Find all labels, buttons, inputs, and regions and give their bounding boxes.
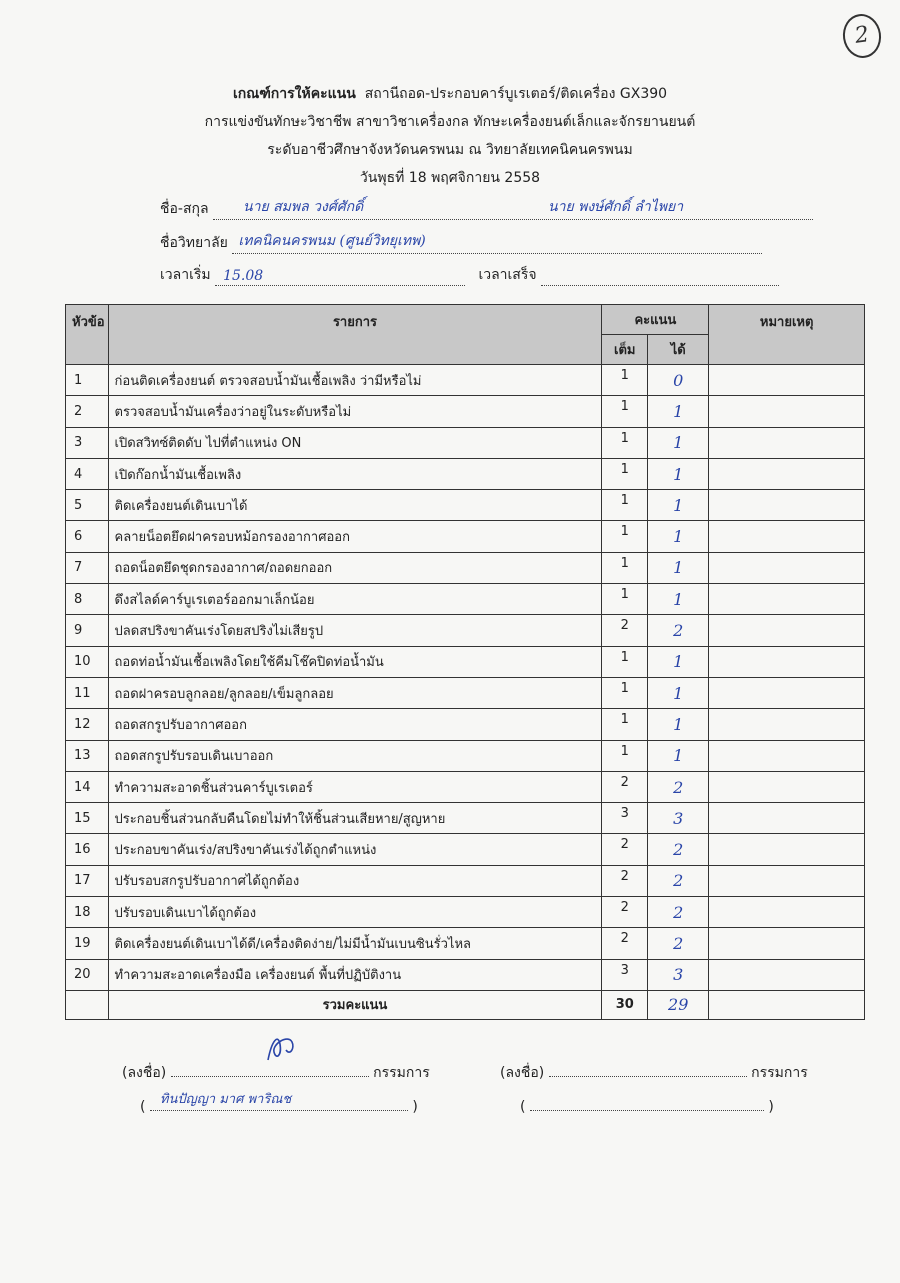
table-row xyxy=(66,897,865,928)
signature-left-name-field[interactable] xyxy=(150,1092,408,1111)
row-item: ถอดสกรูปรับรอบเดินเบาออก xyxy=(108,740,602,771)
row-note[interactable] xyxy=(709,928,865,959)
title-bold: เกณฑ์การให้คะแนน xyxy=(232,86,356,102)
row-full-score: 1 xyxy=(602,740,648,771)
row-note[interactable] xyxy=(709,897,865,928)
row-note[interactable] xyxy=(709,584,865,615)
row-got-score[interactable]: 2 xyxy=(648,834,709,865)
row-got-score[interactable]: 2 xyxy=(648,865,709,896)
time-row xyxy=(160,264,779,286)
row-note[interactable] xyxy=(709,709,865,740)
row-item: ดึงสไลด์คาร์บูเรเตอร์ออกมาเล็กน้อย xyxy=(108,584,602,615)
row-got-score[interactable]: 1 xyxy=(648,552,709,583)
row-full-score: 1 xyxy=(602,552,648,583)
row-item: ปลดสปริงขาคันเร่งโดยสปริงไม่เสียรูป xyxy=(108,615,602,646)
row-note[interactable] xyxy=(709,552,865,583)
row-got-score[interactable]: 3 xyxy=(648,803,709,834)
row-got-score[interactable]: 1 xyxy=(648,490,709,521)
row-note[interactable] xyxy=(709,865,865,896)
table-row xyxy=(66,677,865,708)
row-item: ตรวจสอบน้ำมันเครื่องว่าอยู่ในระดับหรือไม่ xyxy=(108,396,602,427)
table-row xyxy=(66,427,865,458)
row-got-score[interactable]: 2 xyxy=(648,615,709,646)
signature-right-name-field[interactable] xyxy=(530,1096,764,1111)
row-full-score: 3 xyxy=(602,803,648,834)
title-rest: สถานีถอด-ประกอบคาร์บูเรเตอร์/ติดเครื่อง GX390 xyxy=(364,86,668,102)
row-number: 2 xyxy=(66,396,109,427)
total-blank xyxy=(66,990,109,1019)
left-open-paren: ( xyxy=(140,1099,146,1115)
header-item: รายการ xyxy=(108,305,602,365)
table-row xyxy=(66,490,865,521)
row-number: 3 xyxy=(66,427,109,458)
row-full-score: 1 xyxy=(602,709,648,740)
row-note[interactable] xyxy=(709,365,865,396)
left-close-paren: ) xyxy=(412,1099,418,1115)
row-full-score: 1 xyxy=(602,365,648,396)
row-got-score[interactable]: 2 xyxy=(648,897,709,928)
row-full-score: 2 xyxy=(602,897,648,928)
signature-right-field[interactable] xyxy=(549,1062,747,1077)
row-got-score[interactable]: 1 xyxy=(648,740,709,771)
header-full: เต็ม xyxy=(602,335,648,365)
total-got[interactable]: 29 xyxy=(648,990,709,1019)
row-got-score[interactable]: 2 xyxy=(648,771,709,802)
right-open-paren: ( xyxy=(520,1099,526,1115)
table-row xyxy=(66,928,865,959)
document-header xyxy=(0,80,900,192)
row-number: 10 xyxy=(66,646,109,677)
table-row xyxy=(66,521,865,552)
row-number: 12 xyxy=(66,709,109,740)
total-label: รวมคะแนน xyxy=(108,990,602,1019)
title-line xyxy=(0,80,900,108)
signature-right-name-row xyxy=(520,1096,774,1115)
row-number: 19 xyxy=(66,928,109,959)
table-row xyxy=(66,865,865,896)
table-row xyxy=(66,959,865,990)
row-item: ทำความสะอาดชิ้นส่วนคาร์บูเรเตอร์ xyxy=(108,771,602,802)
right-close-paren: ) xyxy=(768,1099,774,1115)
row-got-score[interactable]: 1 xyxy=(648,427,709,458)
row-full-score: 1 xyxy=(602,458,648,489)
row-note[interactable] xyxy=(709,677,865,708)
row-got-score[interactable]: 0 xyxy=(648,365,709,396)
start-field[interactable] xyxy=(215,269,465,286)
end-field[interactable] xyxy=(541,269,779,286)
college-value: เทคนิคนครพนม (ศูนย์วิทยุเทพ) xyxy=(238,233,426,249)
row-note[interactable] xyxy=(709,396,865,427)
signature-left-name: ทินปัญญา มาศ พาริณช xyxy=(159,1092,292,1107)
row-full-score: 1 xyxy=(602,490,648,521)
row-got-score[interactable]: 1 xyxy=(648,709,709,740)
row-full-score: 2 xyxy=(602,834,648,865)
row-note[interactable] xyxy=(709,646,865,677)
table-row xyxy=(66,803,865,834)
row-item: เปิดก๊อกน้ำมันเชื้อเพลิง xyxy=(108,458,602,489)
row-item: ติดเครื่องยนต์เดินเบาได้ xyxy=(108,490,602,521)
table-row xyxy=(66,771,865,802)
row-number: 13 xyxy=(66,740,109,771)
row-got-score[interactable]: 1 xyxy=(648,677,709,708)
table-row xyxy=(66,834,865,865)
row-full-score: 1 xyxy=(602,427,648,458)
row-note[interactable] xyxy=(709,490,865,521)
subtitle-level: ระดับอาชีวศึกษาจังหวัดนครพนม ณ วิทยาลัยเทคนิคนครพนม xyxy=(267,142,633,158)
row-number: 1 xyxy=(66,365,109,396)
total-note xyxy=(709,990,865,1019)
row-note[interactable] xyxy=(709,834,865,865)
row-number: 5 xyxy=(66,490,109,521)
signature-left-name-row xyxy=(140,1092,418,1115)
row-item: ถอดฝาครอบลูกลอย/ลูกลอย/เข็มลูกลอย xyxy=(108,677,602,708)
row-number: 17 xyxy=(66,865,109,896)
signature-right-prefix: (ลงชื่อ) xyxy=(500,1065,545,1081)
end-label: เวลาเสร็จ xyxy=(478,267,537,283)
signature-left xyxy=(122,1062,430,1084)
total-row xyxy=(66,990,865,1019)
name-row xyxy=(160,198,813,220)
row-got-score[interactable]: 1 xyxy=(648,521,709,552)
row-note[interactable] xyxy=(709,615,865,646)
signature-right-suffix: กรรมการ xyxy=(751,1065,808,1081)
row-full-score: 2 xyxy=(602,865,648,896)
name-label: ชื่อ-สกุล xyxy=(160,201,209,217)
table-row xyxy=(66,584,865,615)
row-number: 18 xyxy=(66,897,109,928)
header-score: คะแนน xyxy=(602,305,709,335)
score-table xyxy=(65,304,865,1020)
row-full-score: 1 xyxy=(602,677,648,708)
subtitle-competition: การแข่งขันทักษะวิชาชีพ สาขาวิชาเครื่องกล ทักษะเครื่องยนต์เล็กและจักรยานยนต์ xyxy=(204,114,696,130)
row-number: 6 xyxy=(66,521,109,552)
name-field[interactable] xyxy=(213,199,813,220)
start-label: เวลาเริ่ม xyxy=(160,267,211,283)
row-note[interactable] xyxy=(709,959,865,990)
row-full-score: 2 xyxy=(602,928,648,959)
page-number: 2 xyxy=(840,12,884,61)
row-full-score: 2 xyxy=(602,615,648,646)
row-got-score[interactable]: 2 xyxy=(648,928,709,959)
header-note: หมายเหตุ xyxy=(709,305,865,365)
row-got-score[interactable]: 3 xyxy=(648,959,709,990)
table-row xyxy=(66,458,865,489)
row-item: ประกอบขาคันเร่ง/สปริงขาคันเร่งได้ถูกตำแหน่ง xyxy=(108,834,602,865)
table-row xyxy=(66,740,865,771)
row-number: 11 xyxy=(66,677,109,708)
table-row xyxy=(66,615,865,646)
signature-scribble-icon xyxy=(262,1030,302,1066)
row-item: คลายน็อตยึดฝาครอบหม้อกรองอากาศออก xyxy=(108,521,602,552)
row-full-score: 1 xyxy=(602,646,648,677)
row-item: ถอดน็อตยึดชุดกรองอากาศ/ถอดยกออก xyxy=(108,552,602,583)
row-note[interactable] xyxy=(709,458,865,489)
college-row xyxy=(160,232,762,254)
row-number: 16 xyxy=(66,834,109,865)
row-item: ก่อนติดเครื่องยนต์ ตรวจสอบน้ำมันเชื้อเพลิง ว่ามีหรือไม่ xyxy=(108,365,602,396)
row-number: 20 xyxy=(66,959,109,990)
row-number: 8 xyxy=(66,584,109,615)
event-date: วันพุธที่ 18 พฤศจิกายน 2558 xyxy=(359,170,541,186)
row-item: ติดเครื่องยนต์เดินเบาได้ดี/เครื่องติดง่าย/ไม่มีน้ำมันเบนซินรั่วไหล xyxy=(108,928,602,959)
row-full-score: 1 xyxy=(602,396,648,427)
signature-left-prefix: (ลงชื่อ) xyxy=(122,1065,167,1081)
row-item: ปรับรอบเดินเบาได้ถูกต้อง xyxy=(108,897,602,928)
header-no: หัวข้อ xyxy=(66,305,109,365)
row-number: 7 xyxy=(66,552,109,583)
table-row xyxy=(66,709,865,740)
name-1: นาย สมพล วงศ์ศักดิ์ xyxy=(243,199,364,215)
row-full-score: 2 xyxy=(602,771,648,802)
row-full-score: 3 xyxy=(602,959,648,990)
row-item: ทำความสะอาดเครื่องมือ เครื่องยนต์ พื้นที่ปฏิบัติงาน xyxy=(108,959,602,990)
header-got: ได้ xyxy=(648,335,709,365)
row-got-score[interactable]: 1 xyxy=(648,646,709,677)
row-item: ปรับรอบสกรูปรับอากาศได้ถูกต้อง xyxy=(108,865,602,896)
table-row xyxy=(66,365,865,396)
row-note[interactable] xyxy=(709,803,865,834)
table-row xyxy=(66,396,865,427)
row-note[interactable] xyxy=(709,771,865,802)
table-row xyxy=(66,552,865,583)
row-number: 4 xyxy=(66,458,109,489)
name-2: นาย พงษ์ศักดิ์ ลำไพยา xyxy=(548,199,684,215)
row-item: ถอดสกรูปรับอากาศออก xyxy=(108,709,602,740)
college-field[interactable] xyxy=(232,233,762,254)
total-full: 30 xyxy=(602,990,648,1019)
row-full-score: 1 xyxy=(602,584,648,615)
row-full-score: 1 xyxy=(602,521,648,552)
row-item: ถอดท่อน้ำมันเชื้อเพลิงโดยใช้คีมโช๊คปิดท่อน้ำมัน xyxy=(108,646,602,677)
row-number: 9 xyxy=(66,615,109,646)
row-number: 15 xyxy=(66,803,109,834)
row-number: 14 xyxy=(66,771,109,802)
signature-left-suffix: กรรมการ xyxy=(373,1065,430,1081)
row-got-score[interactable]: 1 xyxy=(648,458,709,489)
signature-right xyxy=(500,1062,808,1084)
row-item: เปิดสวิทซ์ติดดับ ไปที่ตำแหน่ง ON xyxy=(108,427,602,458)
signature-left-field[interactable] xyxy=(171,1062,369,1077)
table-row xyxy=(66,646,865,677)
row-note[interactable] xyxy=(709,740,865,771)
row-item: ประกอบชิ้นส่วนกลับคืนโดยไม่ทำให้ชิ้นส่วนเสียหาย/สูญหาย xyxy=(108,803,602,834)
start-value: 15.08 xyxy=(223,268,264,284)
row-note[interactable] xyxy=(709,427,865,458)
row-note[interactable] xyxy=(709,521,865,552)
row-got-score[interactable]: 1 xyxy=(648,584,709,615)
score-rows xyxy=(66,365,865,991)
row-got-score[interactable]: 1 xyxy=(648,396,709,427)
college-label: ชื่อวิทยาลัย xyxy=(160,235,228,251)
